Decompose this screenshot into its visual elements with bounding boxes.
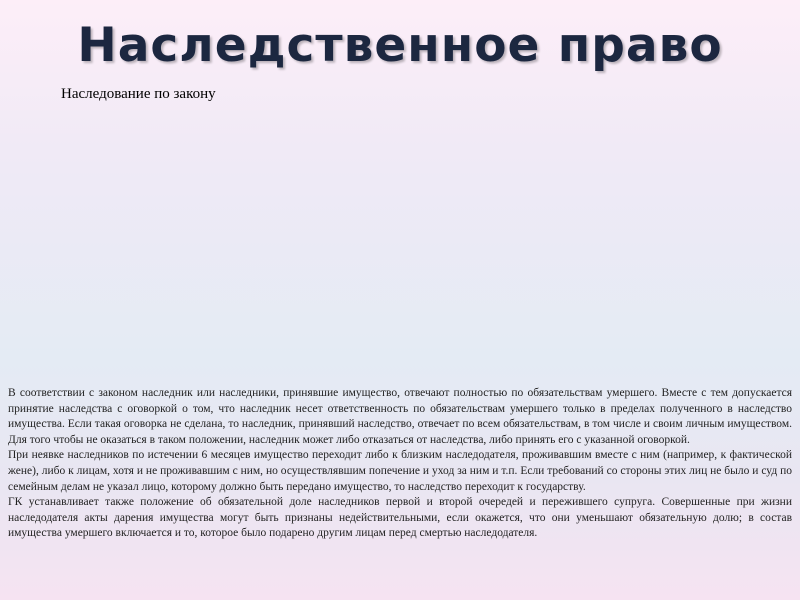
slide-subtitle: Наследование по закону: [61, 86, 216, 102]
paragraph: В соответствии с законом наследник или наследники, принявшие имущество, отвечают полностью по обязательствам умершего. Вместе с тем допускается принятие наследства с оговоркой о том, что наследник несет ответственность по обязательствам умершего только в пределах полученного в наследство имущества. Если такая оговорка не сделана, то наследник, принявший наследство, отвечает по всем обязательствам, в том числе и своим личным имуществом. Для того чтобы не оказаться в таком положении, наследник может либо отказаться от наследства, либо принять его с указанной оговоркой.: [8, 387, 792, 446]
body-text: [8, 386, 792, 542]
slide-title: Наследственное право: [77, 18, 723, 73]
paragraph: При неявке наследников по истечении 6 месяцев имущество переходит либо к близким наследодателя, проживавшим вместе с ним (например, к фактической жене), либо к лицам, хотя и не проживавшим с ним, но осуществлявшим попечение и уход за ним и т.п. Если требований со стороны этих лиц не было и суд по семейным делам не указал лицо, которому должно быть передано имущество, то наследство переходит к государству.: [8, 449, 792, 493]
paragraph: ГК устанавливает также положение об обязательной доле наследников первой и второй очередей и пережившего супруга. Совершенные при жизни наследодателя акты дарения имущества могут быть признаны недействительными, если окажется, что они уменьшают обязательную долю; в состав имущества умершего включается и то, которое было подарено другим лицам перед смертью наследодателя.: [8, 496, 792, 540]
